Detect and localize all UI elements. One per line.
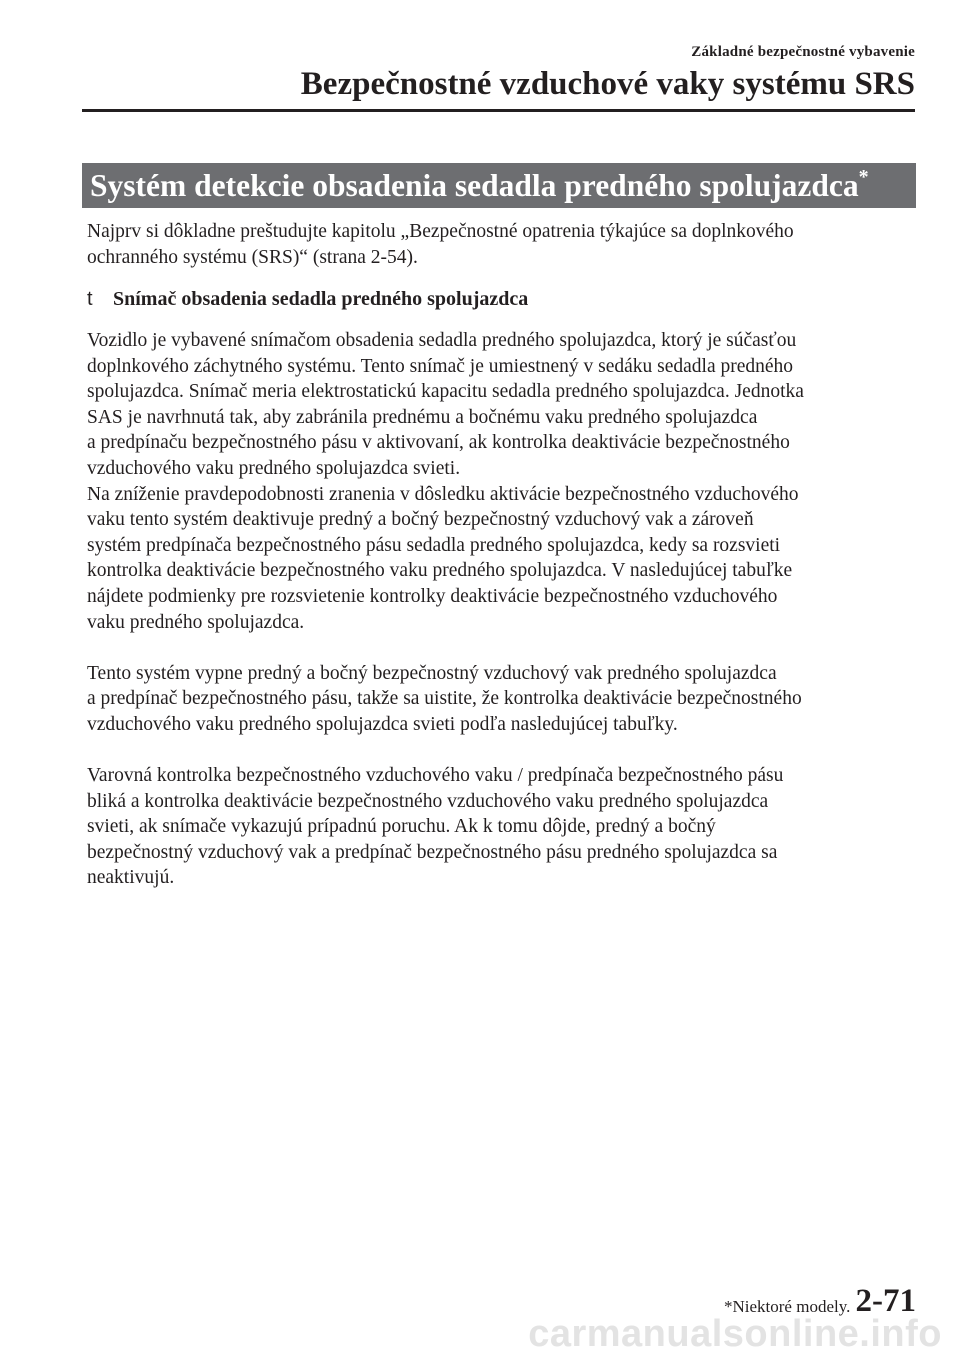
page-title: Bezpečnostné vzduchové vaky systému SRS [300, 66, 915, 102]
text-line: nájdete podmienky pre rozsvietenie kontrolky deaktivácie bezpečnostného vzduchového [87, 585, 778, 607]
body-text [87, 328, 917, 917]
text-line: vaku tento systém deaktivuje predný a bočný bezpečnostný vzduchový vak a zároveň [87, 509, 754, 531]
text-line: vzduchového vaku predného spolujazdca svieti. [87, 457, 461, 479]
text-line: neaktivujú. [87, 867, 175, 889]
section-heading [82, 163, 916, 208]
text-line: systém predpínača bezpečnostného pásu sedadla predného spolujazdca, kedy sa rozsvieti [87, 534, 781, 556]
text-line: Tento systém vypne predný a bočný bezpečnostný vzduchový vak predného spolujazdca [87, 662, 777, 684]
subsection-heading [87, 286, 528, 312]
bullet-icon: t [87, 288, 93, 310]
paragraph [87, 763, 917, 891]
text-line: bliká a kontrolka deaktivácie bezpečnostného vzduchového vaku predného spolujazdca [87, 790, 769, 812]
intro-line: Najprv si dôkladne preštudujte kapitolu „Bezpečnostné opatrenia týkajúce sa doplnkového [87, 221, 794, 242]
intro-line: ochranného systému (SRS)“ (strana 2-54). [87, 246, 418, 268]
text-line: svieti, ak snímače vykazujú prípadnú poruchu. Ak k tomu dôjde, predný a bočný [87, 816, 716, 838]
text-line: doplnkového záchytného systému. Tento snímač je umiestnený v sedáku sedadla predného [87, 355, 794, 377]
text-line: kontrolka deaktivácie bezpečnostného vaku predného spolujazdca. V nasledujúcej tabuľke [87, 560, 793, 582]
text-line: a predpínaču bezpečnostného pásu v aktivovaní, ak kontrolka deaktivácie bezpečnostného [87, 432, 790, 454]
header-divider [82, 109, 915, 112]
paragraph [87, 661, 917, 738]
text-line: Na zníženie pravdepodobnosti zranenia v dôsledku aktivácie bezpečnostného vzduchového [87, 483, 799, 505]
text-line: bezpečnostný vzduchový vak a predpínač bezpečnostného pásu predného spolujazdca sa [87, 841, 778, 863]
optional-equipment-marker: * [858, 165, 869, 188]
text-line: SAS je navrhnutá tak, aby zabránila prednému a bočnému vaku predného spolujazdca [87, 406, 758, 428]
text-line: Varovná kontrolka bezpečnostného vzduchového vaku / predpínača bezpečnostného pásu [87, 765, 784, 787]
text-line: a predpínač bezpečnostného pásu, takže sa uistite, že kontrolka deaktivácie bezpečnostného [87, 688, 802, 710]
text-line: vzduchového vaku predného spolujazdca svieti podľa nasledujúcej tabuľky. [87, 713, 678, 735]
text-line: vaku predného spolujazdca. [87, 611, 305, 633]
chapter-label: Základné bezpečnostné vybavenie [691, 44, 915, 60]
text-line: spolujazdca. Snímač meria elektrostatickú kapacitu sedadla predného spolujazdca. Jednotka [87, 381, 804, 403]
intro-paragraph [87, 219, 917, 270]
paragraph [87, 482, 917, 636]
section-heading-text: Systém detekcie obsadenia sedadla predného spolujazdca [90, 168, 859, 203]
page-number: 2-71 [855, 1283, 916, 1319]
subsection-heading-text: Snímač obsadenia sedadla predného spolujazdca [113, 288, 529, 310]
paragraph [87, 328, 917, 482]
watermark: carmanualsonline.info [528, 1313, 942, 1355]
text-line: Vozidlo je vybavené snímačom obsadenia sedadla predného spolujazdca, ktorý je súčasťou [87, 330, 797, 351]
footnote: *Niektoré modely. [724, 1297, 851, 1316]
